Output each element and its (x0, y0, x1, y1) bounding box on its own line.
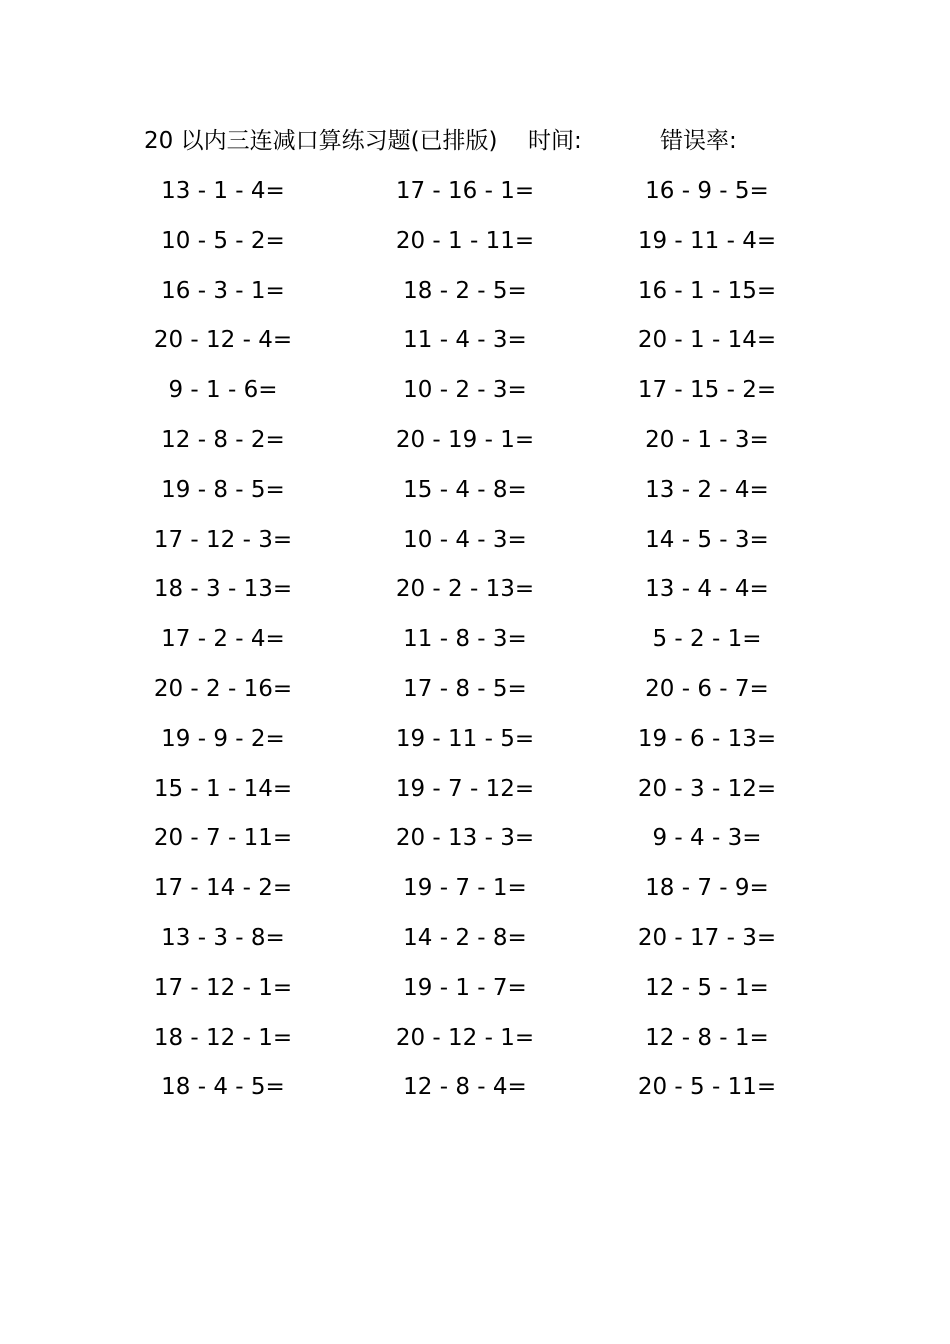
problem-row (0, 174, 950, 224)
problem-item: 5 - 2 - 1= (652, 626, 762, 653)
problem-row (0, 523, 950, 573)
problem-item: 20 - 12 - 4= (153, 327, 293, 354)
problem-item: 17 - 12 - 1= (153, 974, 293, 1001)
problem-item: 12 - 8 - 1= (645, 1024, 769, 1051)
problem-item: 10 - 5 - 2= (161, 227, 285, 254)
problem-item: 20 - 12 - 1= (395, 1024, 535, 1051)
problem-item: 12 - 5 - 1= (645, 974, 769, 1001)
problem-item: 17 - 15 - 2= (637, 377, 777, 404)
problem-item: 14 - 2 - 8= (403, 924, 527, 951)
error-rate-label: 错误率: (660, 128, 737, 154)
problem-row (0, 274, 950, 324)
problem-item: 20 - 5 - 11= (637, 1074, 777, 1101)
problem-row (0, 672, 950, 722)
problem-item: 18 - 7 - 9= (645, 875, 769, 902)
problem-item: 17 - 14 - 2= (153, 875, 293, 902)
problem-item: 15 - 4 - 8= (403, 476, 527, 503)
problem-item: 19 - 9 - 2= (161, 725, 285, 752)
problem-row (0, 921, 950, 971)
problem-row (0, 821, 950, 871)
problem-row (0, 772, 950, 822)
problem-item: 11 - 4 - 3= (403, 327, 527, 354)
problem-item: 20 - 1 - 11= (395, 227, 535, 254)
problem-row (0, 622, 950, 672)
problem-item: 16 - 3 - 1= (161, 277, 285, 304)
problem-item: 20 - 19 - 1= (395, 426, 535, 453)
problem-row (0, 1021, 950, 1071)
problem-item: 10 - 4 - 3= (403, 526, 527, 553)
problem-item: 20 - 1 - 14= (637, 327, 777, 354)
problem-item: 11 - 8 - 3= (403, 626, 527, 653)
problem-item: 16 - 1 - 15= (637, 277, 777, 304)
problem-item: 10 - 2 - 3= (403, 377, 527, 404)
problem-item: 20 - 2 - 16= (153, 675, 293, 702)
problem-item: 20 - 13 - 3= (395, 825, 535, 852)
problem-item: 20 - 2 - 13= (395, 576, 535, 603)
problem-item: 13 - 1 - 4= (161, 178, 285, 204)
problem-item: 19 - 7 - 1= (403, 875, 527, 902)
problem-item: 19 - 8 - 5= (161, 476, 285, 503)
time-label: 时间: (528, 128, 582, 154)
problem-item: 17 - 12 - 3= (153, 526, 293, 553)
problem-item: 16 - 9 - 5= (645, 178, 769, 204)
problem-item: 17 - 8 - 5= (403, 675, 527, 702)
problem-item: 20 - 3 - 12= (637, 775, 777, 802)
problem-item: 17 - 16 - 1= (395, 178, 535, 204)
problem-row (0, 473, 950, 523)
problem-row (0, 722, 950, 772)
problem-row (0, 373, 950, 423)
problem-row (0, 572, 950, 622)
problem-item: 15 - 1 - 14= (153, 775, 293, 802)
problem-item: 20 - 7 - 11= (153, 825, 293, 852)
problem-item: 13 - 3 - 8= (161, 924, 285, 951)
problem-item: 20 - 6 - 7= (645, 675, 769, 702)
problem-row (0, 971, 950, 1021)
page-title: 20 以内三连减口算练习题(已排版) (144, 128, 498, 154)
problem-item: 12 - 8 - 4= (403, 1074, 527, 1101)
problem-item: 18 - 3 - 13= (153, 576, 293, 603)
problem-row (0, 423, 950, 473)
problem-item: 20 - 17 - 3= (637, 924, 777, 951)
problem-item: 18 - 4 - 5= (161, 1074, 285, 1101)
problem-item: 9 - 4 - 3= (652, 825, 762, 852)
problem-item: 19 - 11 - 5= (395, 725, 535, 752)
problem-item: 13 - 4 - 4= (645, 576, 769, 603)
problem-item: 14 - 5 - 3= (645, 526, 769, 553)
problem-item: 12 - 8 - 2= (161, 426, 285, 453)
problem-row (0, 224, 950, 274)
problem-row (0, 1070, 950, 1120)
problem-grid (0, 174, 950, 1120)
problem-item: 13 - 2 - 4= (645, 476, 769, 503)
problem-item: 19 - 7 - 12= (395, 775, 535, 802)
problem-item: 19 - 11 - 4= (637, 227, 777, 254)
problem-item: 9 - 1 - 6= (168, 377, 278, 404)
problem-item: 18 - 12 - 1= (153, 1024, 293, 1051)
problem-item: 20 - 1 - 3= (645, 426, 769, 453)
problem-item: 17 - 2 - 4= (161, 626, 285, 653)
problem-row (0, 323, 950, 373)
problem-item: 18 - 2 - 5= (403, 277, 527, 304)
problem-item: 19 - 6 - 13= (637, 725, 777, 752)
problem-row (0, 871, 950, 921)
problem-item: 19 - 1 - 7= (403, 974, 527, 1001)
